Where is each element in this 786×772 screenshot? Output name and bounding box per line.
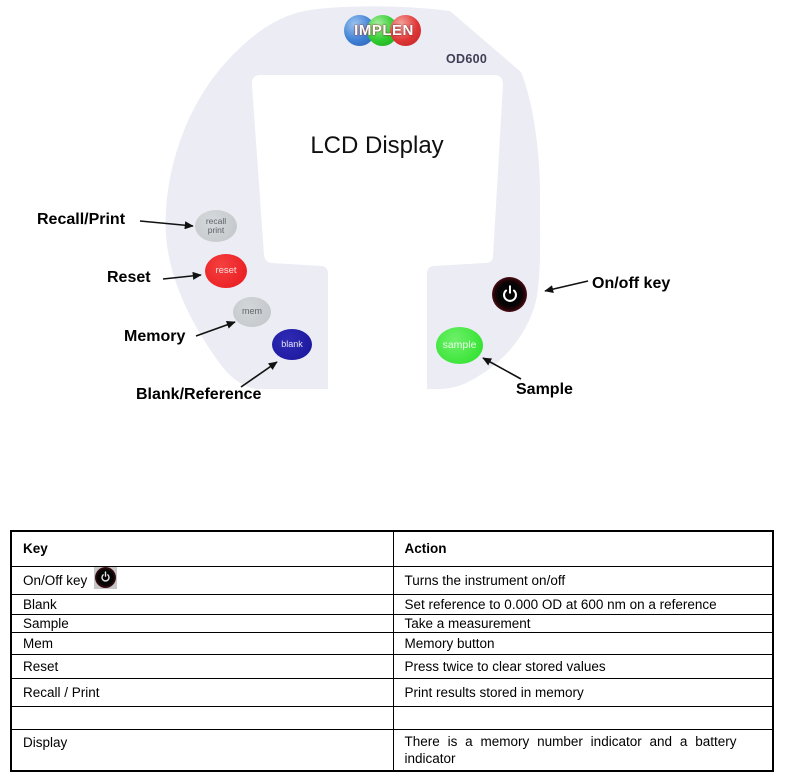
key-header-cell: Key (11, 531, 393, 566)
key-label: On/Off key (23, 572, 88, 588)
implen-logo (344, 14, 424, 48)
action-cell: Set reference to 0.000 OD at 600 nm on a reference (393, 594, 773, 614)
table-row (11, 614, 773, 632)
key-cell: Sample (11, 614, 393, 632)
key-cell: Recall / Print (11, 678, 393, 706)
callout-reset: Reset (107, 269, 151, 286)
action-header-cell: Action (393, 531, 773, 566)
action-cell (393, 729, 773, 771)
table-header-row (11, 531, 773, 566)
reset-key: reset (205, 254, 247, 288)
recall-print-key (195, 210, 237, 242)
recall-print-key-line2: print (207, 225, 225, 235)
power-key (492, 277, 527, 312)
action-cell: Press twice to clear stored values (393, 654, 773, 678)
mem-key: mem (233, 297, 271, 327)
table-row (11, 654, 773, 678)
model-label: OD600 (446, 52, 488, 66)
callout-recall-print: Recall/Print (37, 211, 126, 228)
key-cell (11, 566, 393, 594)
table-row (11, 566, 773, 594)
brand-name: IMPLEN (354, 22, 414, 39)
action-cell: Turns the instrument on/off (393, 566, 773, 594)
key-cell: Blank (11, 594, 393, 614)
table-row (11, 594, 773, 614)
action-cell: Print results stored in memory (393, 678, 773, 706)
recall-print-key-line1: recall (205, 216, 227, 227)
callout-blank-reference: Blank/Reference (136, 386, 262, 403)
power-icon (94, 566, 117, 589)
action-cell: Take a measurement (393, 614, 773, 632)
callout-on-off: On/off key (592, 275, 671, 292)
table-row-empty (11, 706, 773, 729)
blank-key: blank (272, 329, 312, 360)
lcd-display-label: LCD Display (310, 132, 444, 159)
power-icon (499, 284, 521, 306)
key-action-table (10, 530, 774, 772)
sample-key: sample (436, 327, 483, 364)
callout-sample: Sample (516, 381, 573, 398)
table-row (11, 632, 773, 654)
key-cell: Reset (11, 654, 393, 678)
table-row (11, 729, 773, 771)
key-cell: Display (11, 729, 393, 771)
action-cell (393, 706, 773, 729)
key-cell (11, 706, 393, 729)
table-row (11, 678, 773, 706)
arrow-on-off (545, 281, 588, 291)
callout-memory: Memory (124, 328, 186, 345)
action-text: There is a memory number indicator and a battery indicator (404, 733, 737, 766)
key-cell: Mem (11, 632, 393, 654)
action-cell: Memory button (393, 632, 773, 654)
